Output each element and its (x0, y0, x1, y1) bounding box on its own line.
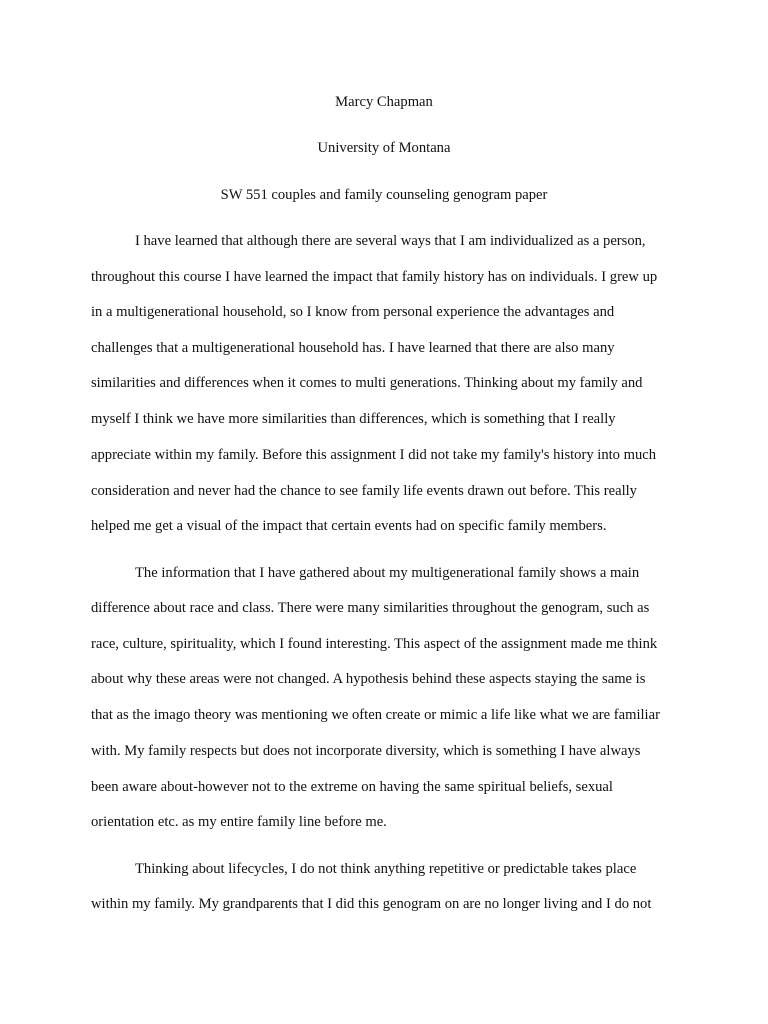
paragraph-3-line: Thinking about lifecycles, I do not think anything repetitive or predictable takes place (135, 861, 637, 877)
paragraph-2-line: about why these areas were not changed. A hypothesis behind these aspects staying the same is (91, 671, 646, 687)
paragraph-1-line: myself I think we have more similarities than differences, which is something that I really (91, 411, 616, 427)
paragraph-1-line: consideration and never had the chance to see family life events drawn out before. This really (91, 483, 637, 499)
paragraph-1-line: helped me get a visual of the impact that certain events had on specific family members. (91, 518, 607, 534)
paragraph-2-line: orientation etc. as my entire family line before me. (91, 814, 387, 830)
paragraph-1-line: throughout this course I have learned the impact that family history has on individuals. I grew up (91, 269, 658, 285)
paragraph-2-line: difference about race and class. There were many similarities throughout the genogram, such as (91, 600, 650, 616)
paragraph-2-line: that as the imago theory was mentioning we often create or mimic a life like what we are familiar (91, 707, 660, 723)
paper-title: SW 551 couples and family counseling genogram paper (220, 187, 548, 203)
paragraph-3-line: within my family. My grandparents that I did this genogram on are no longer living and I do not (91, 896, 652, 912)
paragraph-1-line: appreciate within my family. Before this assignment I did not take my family's history into much (91, 447, 657, 463)
paragraph-1-line: in a multigenerational household, so I know from personal experience the advantages and (91, 304, 615, 320)
paragraph-2-line: with. My family respects but does not incorporate diversity, which is something I have always (91, 743, 641, 759)
paragraph-1-line: I have learned that although there are several ways that I am individualized as a person, (135, 233, 646, 249)
paragraph-2-line: been aware about-however not to the extreme on having the same spiritual beliefs, sexual (91, 779, 613, 795)
paragraph-1-line: challenges that a multigenerational household has. I have learned that there are also many (91, 340, 615, 356)
institution-name: University of Montana (317, 140, 451, 156)
author-name: Marcy Chapman (335, 94, 433, 110)
paragraph-2-line: race, culture, spirituality, which I found interesting. This aspect of the assignment made me think (91, 636, 658, 652)
paragraph-2-line: The information that I have gathered about my multigenerational family shows a main (135, 565, 640, 581)
paragraph-1-line: similarities and differences when it comes to multi generations. Thinking about my family and (91, 375, 643, 391)
